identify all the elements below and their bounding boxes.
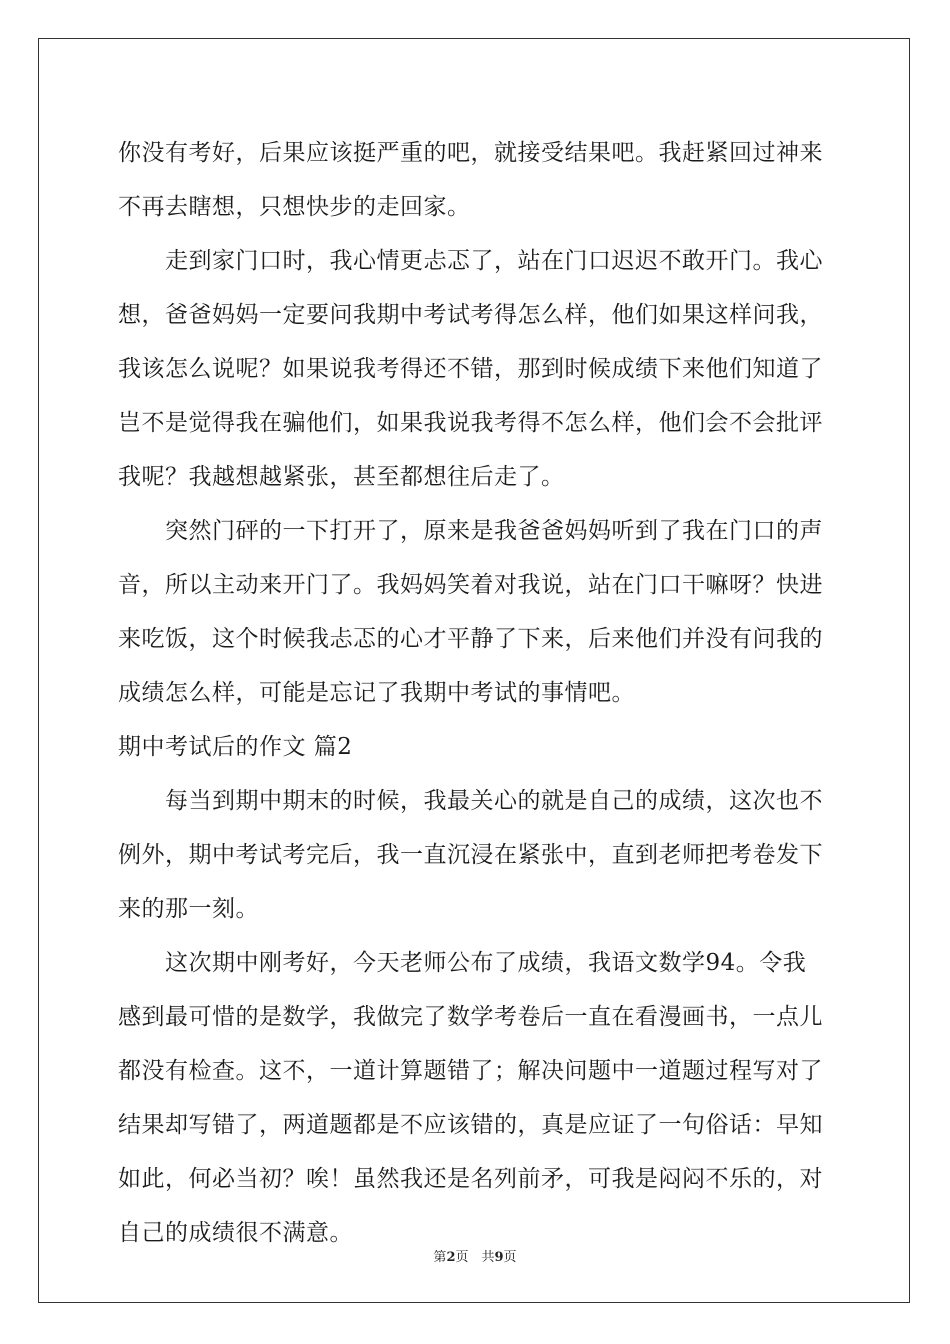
text-line: 如此，何必当初？唉！虽然我还是名列前矛，可我是闷闷不乐的，对 <box>118 1166 823 1192</box>
text-line: 我该怎么说呢？如果说我考得还不错，那到时候成绩下来他们知道了 <box>118 356 823 382</box>
section-heading: 期中考试后的作文 篇2 <box>118 734 353 760</box>
text-line: 都没有检查。这不，一道计算题错了；解决问题中一道题过程写对了 <box>118 1058 823 1084</box>
page-total: 9 <box>494 1250 504 1265</box>
text-line: 例外，期中考试考完后，我一直沉浸在紧张中，直到老师把考卷发下 <box>118 842 823 868</box>
text-line: 走到家门口时，我心情更忐忑了，站在门口迟迟不敢开门。我心 <box>118 248 823 274</box>
text-line: 这次期中刚考好，今天老师公布了成绩，我语文数学94。令我 <box>118 950 807 976</box>
page-mid: 页 共 <box>455 1250 495 1265</box>
text-line: 每当到期中期末的时候，我最关心的就是自己的成绩，这次也不 <box>118 788 823 814</box>
text-line: 你没有考好，后果应该挺严重的吧，就接受结果吧。我赶紧回过神来 <box>118 140 823 166</box>
text-line: 不再去瞎想，只想快步的走回家。 <box>118 194 471 220</box>
text-line: 成绩怎么样，可能是忘记了我期中考试的事情吧。 <box>118 680 635 706</box>
text-line: 来的那一刻。 <box>118 896 259 922</box>
text-line: 突然门砰的一下打开了，原来是我爸爸妈妈听到了我在门口的声 <box>118 518 823 544</box>
text-line: 音，所以主动来开门了。我妈妈笑着对我说，站在门口干嘛呀？快进 <box>118 572 823 598</box>
page-suffix: 页 <box>503 1250 517 1265</box>
page-footer <box>0 1246 950 1265</box>
text-line: 岂不是觉得我在骗他们，如果我说我考得不怎么样，他们会不会批评 <box>118 410 823 436</box>
text-line: 我呢？我越想越紧张，甚至都想往后走了。 <box>118 464 565 490</box>
text-line: 来吃饭，这个时候我忐忑的心才平静了下来，后来他们并没有问我的 <box>118 626 823 652</box>
document-body <box>118 126 838 1260</box>
page-current: 2 <box>446 1250 456 1265</box>
text-line: 想，爸爸妈妈一定要问我期中考试考得怎么样，他们如果这样问我， <box>118 302 823 328</box>
text-line: 自己的成绩很不满意。 <box>118 1220 353 1246</box>
page-prefix: 第 <box>433 1250 447 1265</box>
text-line: 结果却写错了，两道题都是不应该错的，真是应证了一句俗话：早知 <box>118 1112 823 1138</box>
text-line: 感到最可惜的是数学，我做完了数学考卷后一直在看漫画书，一点儿 <box>118 1004 823 1030</box>
